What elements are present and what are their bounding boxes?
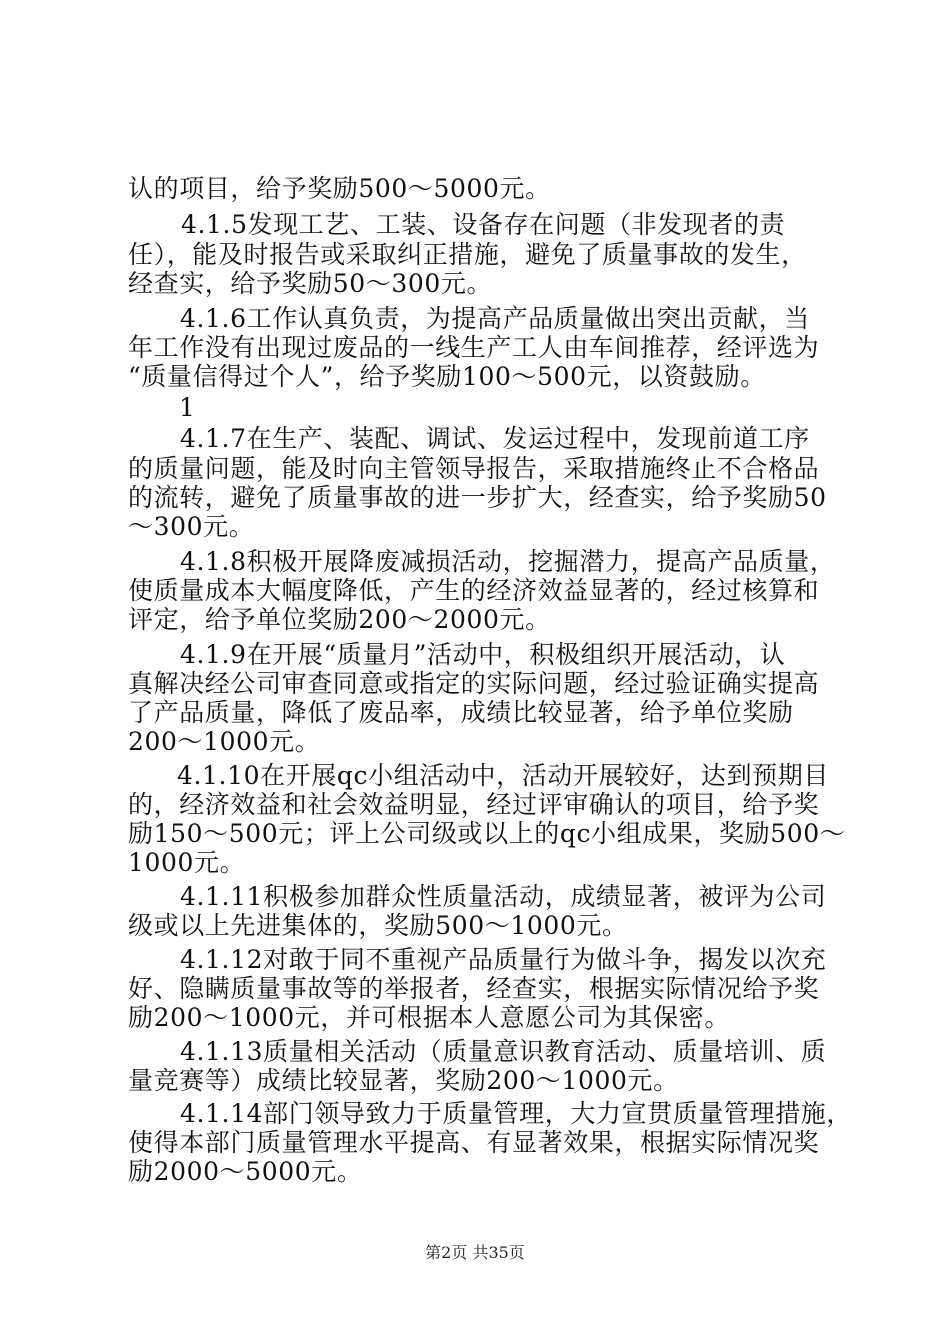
paragraph-4-1-10-line: 4.1.10在开展qc小组活动中，活动开展较好，达到预期目 (177, 761, 829, 790)
text-line: ～300元。 (128, 512, 255, 541)
text-line: 真解决经公司审查同意或指定的实际问题，经过验证确实提高 (128, 669, 820, 698)
page-number-inline: 1 (179, 393, 196, 422)
text-line: 1000元。 (128, 848, 246, 877)
text-line: 励200～1000元，并可根据本人意愿公司为其保密。 (128, 1003, 730, 1032)
text-line: 的流转，避免了质量事故的进一步扩大，经查实，给予奖励50 (128, 483, 827, 512)
text-line: 任），能及时报告或采取纠正措施，避免了质量事故的发生， (128, 240, 807, 269)
text-line: 评定，给予单位奖励200～2000元。 (128, 605, 551, 634)
text-line: 了产品质量，降低了废品率，成绩比较显著，给予单位奖励 (128, 698, 794, 727)
paragraph-4-1-12-line: 4.1.12对敢于同不重视产品质量行为做斗争，揭发以次充 (180, 945, 827, 974)
page-footer: 第2页 共35页 (425, 1243, 525, 1262)
text-line: 的，经济效益和社会效益明显，经过评审确认的项目，给予奖 (128, 790, 820, 819)
paragraph-4-1-6-line: 4.1.6工作认真负责，为提高产品质量做出突出贡献，当 (180, 304, 810, 333)
paragraph-4-1-11-line: 4.1.11积极参加群众性质量活动，成绩显著，被评为公司 (180, 882, 827, 911)
paragraph-4-1-8-line: 4.1.8积极开展降废减损活动，挖掘潜力，提高产品质量， (180, 547, 836, 576)
paragraph-4-1-13-line: 4.1.13质量相关活动（质量意识教育活动、质量培训、质 (180, 1037, 827, 1066)
text-line: 年工作没有出现过废品的一线生产工人由车间推荐，经评选为 (128, 333, 820, 362)
text-line: 经查实，给予奖励50～300元。 (128, 269, 493, 298)
text-line: 级或以上先进集体的，奖励500～1000元。 (128, 911, 628, 940)
text-line: 励2000～5000元。 (128, 1157, 363, 1186)
text-line: 的质量问题，能及时向主管领导报告，采取措施终止不合格品 (128, 454, 820, 483)
text-line: 认的项目，给予奖励500～5000元。 (128, 174, 551, 203)
text-line: “质量信得过个人”，给予奖励100～500元，以资鼓励。 (128, 362, 766, 391)
text-line: 使得本部门质量管理水平提高、有显著效果，根据实际情况奖 (128, 1128, 820, 1157)
paragraph-4-1-7-line: 4.1.7在生产、装配、调试、发运过程中，发现前道工序 (180, 424, 810, 453)
text-line: 使质量成本大幅度降低，产生的经济效益显著的，经过核算和 (128, 576, 820, 605)
text-line: 量竞赛等）成绩比较显著，奖励200～1000元。 (128, 1066, 679, 1095)
text-line: 200～1000元。 (128, 727, 321, 756)
paragraph-4-1-14-line: 4.1.14部门领导致力于质量管理，大力宣贯质量管理措施， (180, 1099, 852, 1128)
paragraph-4-1-9-line: 4.1.9在开展“质量月”活动中，积极组织开展活动，认 (180, 640, 786, 669)
text-line: 励150～500元；评上公司级或以上的qc小组成果，奖励500～ (128, 819, 846, 848)
text-line: 好、隐瞒质量事故等的举报者，经查实，根据实际情况给予奖 (128, 974, 820, 1003)
paragraph-4-1-5-line: 4.1.5发现工艺、工装、设备存在问题（非发现者的责 (181, 210, 786, 239)
